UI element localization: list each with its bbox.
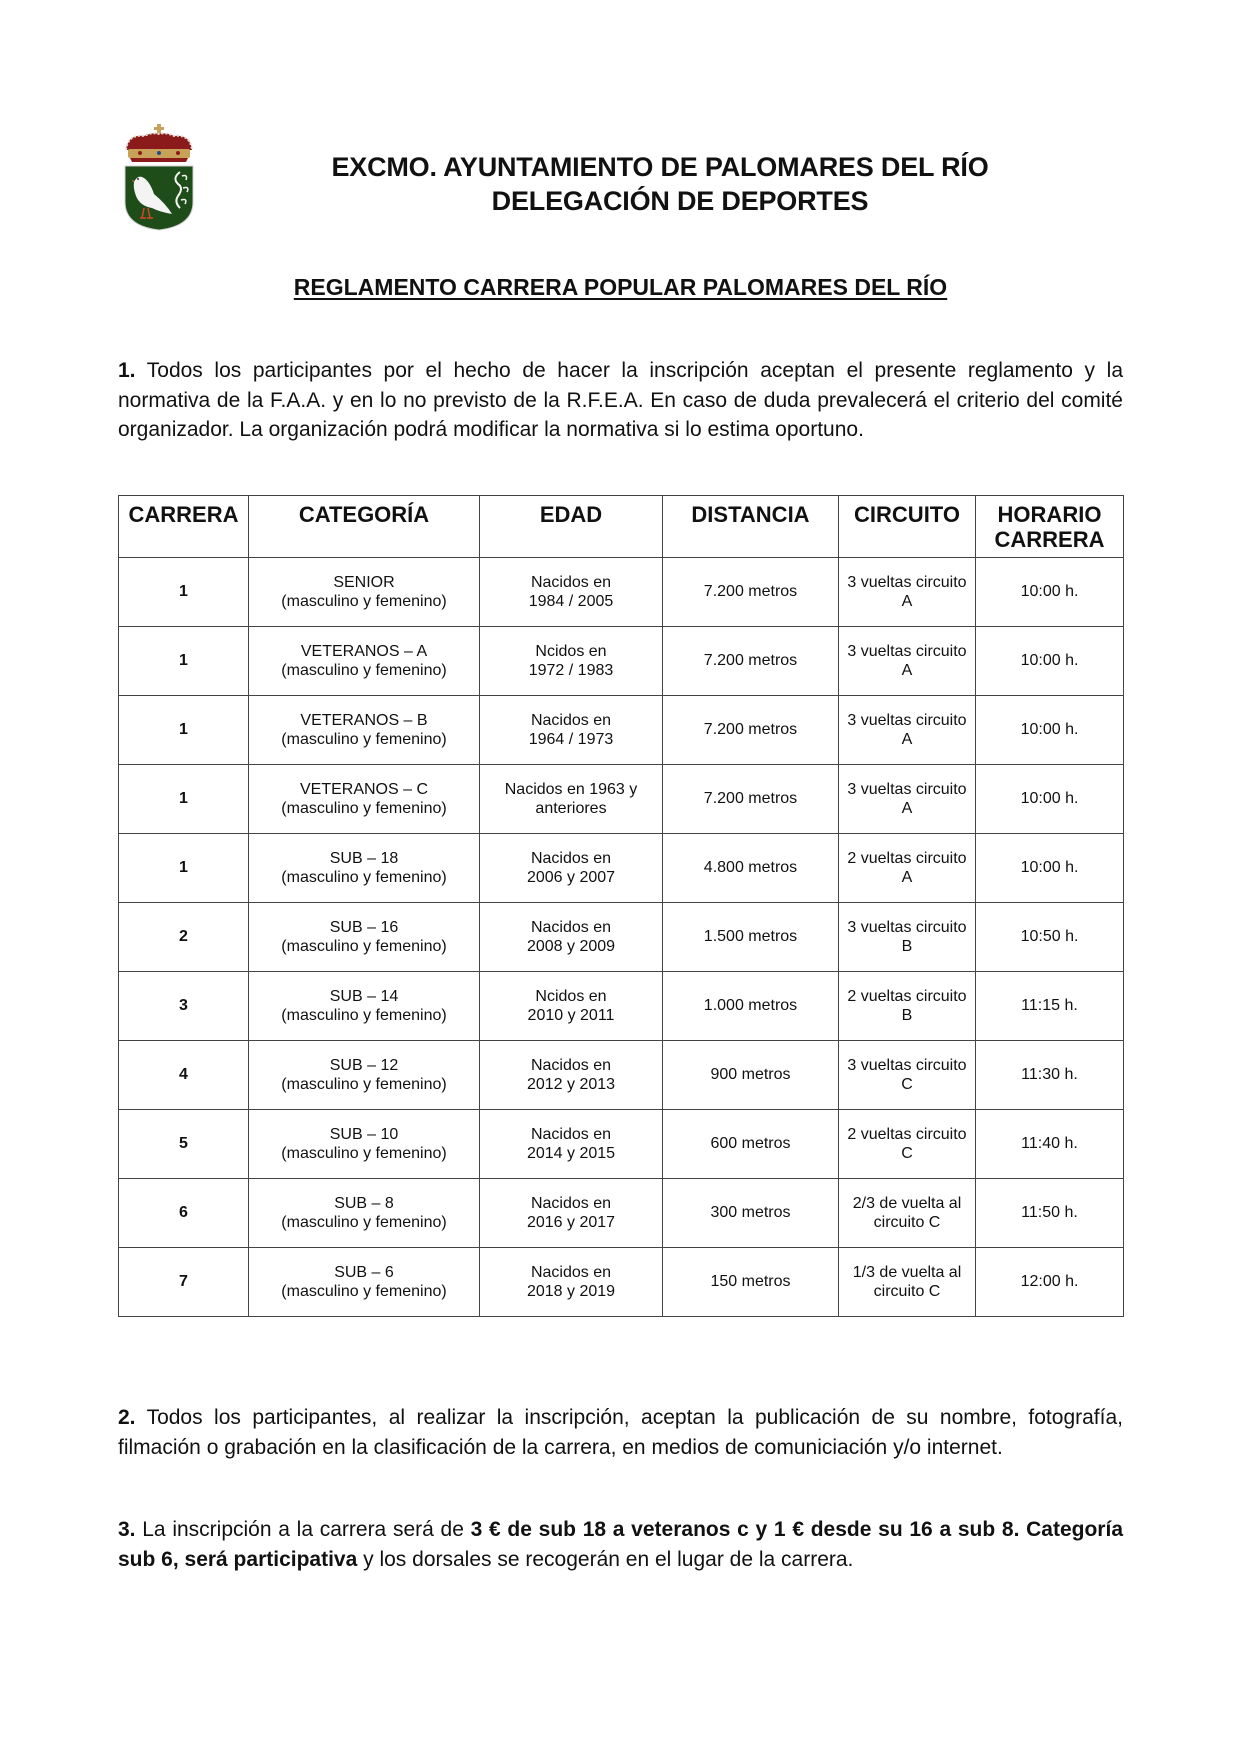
circuito-line-2: A	[901, 662, 913, 679]
table-row	[119, 1248, 1124, 1317]
carrera-cell: 3	[119, 972, 249, 1041]
circuito-line-1: 2 vueltas circuito	[847, 849, 967, 867]
table-row	[119, 903, 1124, 972]
category-gender: (masculino y femenino)	[281, 938, 447, 955]
rule-number: 3.	[118, 1518, 136, 1541]
carrera-cell: 6	[119, 1179, 249, 1248]
edad-cell	[480, 558, 663, 627]
circuito-line-2: B	[901, 1007, 913, 1024]
edad-cell	[480, 627, 663, 696]
edad-line-1: Nacidos en	[530, 1194, 612, 1212]
horario-cell: 10:00 h.	[976, 834, 1124, 903]
edad-line-1: Nacidos en	[530, 1056, 612, 1074]
rule-number: 1.	[118, 359, 136, 382]
edad-line-2: 2014 y 2015	[526, 1145, 616, 1162]
circuito-line-2: B	[901, 938, 913, 955]
distancia-cell: 1.000 metros	[663, 972, 839, 1041]
edad-cell	[480, 1179, 663, 1248]
distancia-cell: 900 metros	[663, 1041, 839, 1110]
column-header-carrera: CARRERA	[119, 496, 249, 558]
rule-text: y los dorsales se recogerán en el lugar de la carrera.	[363, 1547, 854, 1571]
circuito-line-2: C	[901, 1076, 913, 1093]
edad-line-1: Nacidos en	[530, 849, 612, 867]
circuito-cell	[839, 972, 976, 1041]
rule-paragraph-1	[118, 356, 1123, 445]
edad-line-1: Ncidos en	[535, 987, 607, 1005]
circuito-cell	[839, 1179, 976, 1248]
circuito-line-1: 3 vueltas circuito	[847, 711, 967, 729]
column-header-horario: HORARIO CARRERA	[976, 496, 1124, 558]
categoria-cell	[249, 765, 480, 834]
carrera-cell: 2	[119, 903, 249, 972]
column-header-distancia: DISTANCIA	[663, 496, 839, 558]
edad-cell	[480, 972, 663, 1041]
header	[200, 150, 1160, 218]
circuito-line-2: A	[901, 800, 913, 817]
table-row	[119, 1041, 1124, 1110]
horario-cell: 12:00 h.	[976, 1248, 1124, 1317]
table-row	[119, 834, 1124, 903]
circuito-cell	[839, 1248, 976, 1317]
category-gender: (masculino y femenino)	[281, 662, 447, 679]
circuito-line-1: 2 vueltas circuito	[847, 987, 967, 1005]
rule-paragraph-2	[118, 1403, 1123, 1462]
document-title: REGLAMENTO CARRERA POPULAR PALOMARES DEL RÍO	[293, 274, 948, 300]
category-gender: (masculino y femenino)	[281, 1145, 447, 1162]
circuito-line-1: 2 vueltas circuito	[847, 1125, 967, 1143]
rule-text: La inscripción a la carrera será de	[142, 1518, 464, 1541]
categoria-cell	[249, 834, 480, 903]
distancia-cell: 1.500 metros	[663, 903, 839, 972]
distancia-cell: 7.200 metros	[663, 696, 839, 765]
edad-cell	[480, 1110, 663, 1179]
circuito-cell	[839, 627, 976, 696]
categoria-cell	[249, 696, 480, 765]
rule-text: Todos los participantes, al realizar la inscripción, aceptan la publicación de su nombre, fotografía, filmación o grabación en la clasificación de la carrera, en medios de comuniciación y/o internet.	[118, 1406, 1123, 1459]
horario-cell: 10:50 h.	[976, 903, 1124, 972]
edad-cell	[480, 696, 663, 765]
category-gender: (masculino y femenino)	[281, 1076, 447, 1093]
table-row	[119, 1179, 1124, 1248]
circuito-line-2: circuito C	[873, 1283, 941, 1300]
horario-cell: 11:15 h.	[976, 972, 1124, 1041]
category-gender: (masculino y femenino)	[281, 1283, 447, 1300]
carrera-cell: 1	[119, 765, 249, 834]
carrera-cell: 1	[119, 627, 249, 696]
horario-cell: 11:40 h.	[976, 1110, 1124, 1179]
categoria-cell	[249, 1041, 480, 1110]
horario-cell: 11:50 h.	[976, 1179, 1124, 1248]
category-name: SUB – 10	[329, 1125, 399, 1143]
category-gender: (masculino y femenino)	[281, 869, 447, 886]
edad-line-2: 2008 y 2009	[526, 938, 616, 955]
distancia-cell: 4.800 metros	[663, 834, 839, 903]
edad-line-2: 1972 / 1983	[528, 662, 614, 679]
edad-line-1: Nacidos en	[530, 1263, 612, 1281]
circuito-line-2: A	[901, 593, 913, 610]
edad-line-1: Nacidos en	[530, 711, 612, 729]
circuito-cell	[839, 903, 976, 972]
edad-line-2: anteriores	[535, 800, 607, 817]
table-header-row	[119, 496, 1124, 558]
edad-cell	[480, 903, 663, 972]
category-name: SUB – 8	[334, 1194, 394, 1212]
circuito-line-2: A	[901, 869, 913, 886]
table-row	[119, 972, 1124, 1041]
table-row	[119, 558, 1124, 627]
column-header-circuito: CIRCUITO	[839, 496, 976, 558]
table-row	[119, 627, 1124, 696]
carrera-cell: 1	[119, 558, 249, 627]
department-title: DELEGACIÓN DE DEPORTES	[491, 186, 869, 216]
column-header-categoria: CATEGORÍA	[249, 496, 480, 558]
category-gender: (masculino y femenino)	[281, 593, 447, 610]
horario-cell: 10:00 h.	[976, 558, 1124, 627]
circuito-cell	[839, 765, 976, 834]
table-row	[119, 765, 1124, 834]
circuito-cell	[839, 1110, 976, 1179]
categoria-cell	[249, 558, 480, 627]
edad-line-1: Nacidos en	[530, 918, 612, 936]
circuito-line-1: 3 vueltas circuito	[847, 1056, 967, 1074]
distancia-cell: 300 metros	[663, 1179, 839, 1248]
edad-line-1: Nacidos en	[530, 1125, 612, 1143]
category-name: VETERANOS – C	[299, 780, 429, 798]
edad-line-2: 1984 / 2005	[528, 593, 614, 610]
fee-highlight: 3 € de sub 18 a veteranos c y 1 € desde su 16 a sub 8. Categoría sub 6, será participativa	[118, 1518, 1123, 1571]
categoria-cell	[249, 627, 480, 696]
circuito-cell	[839, 1041, 976, 1110]
category-name: SUB – 18	[329, 849, 399, 867]
race-schedule-table	[118, 495, 1124, 1317]
category-name: SUB – 14	[329, 987, 399, 1005]
circuito-line-1: 3 vueltas circuito	[847, 642, 967, 660]
edad-line-2: 2010 y 2011	[527, 1007, 615, 1024]
carrera-cell: 1	[119, 696, 249, 765]
category-name: SUB – 6	[334, 1263, 394, 1281]
category-name: SENIOR	[333, 573, 395, 591]
category-gender: (masculino y femenino)	[281, 1007, 447, 1024]
edad-line-1: Ncidos en	[535, 642, 607, 660]
carrera-cell: 1	[119, 834, 249, 903]
category-name: VETERANOS – A	[300, 642, 428, 660]
carrera-cell: 5	[119, 1110, 249, 1179]
edad-line-2: 2012 y 2013	[526, 1076, 616, 1093]
categoria-cell	[249, 1110, 480, 1179]
edad-line-2: 1964 / 1973	[528, 731, 614, 748]
edad-cell	[480, 834, 663, 903]
category-name: SUB – 12	[329, 1056, 399, 1074]
edad-line-2: 2016 y 2017	[526, 1214, 616, 1231]
category-gender: (masculino y femenino)	[281, 731, 447, 748]
circuito-line-2: circuito C	[873, 1214, 941, 1231]
categoria-cell	[249, 972, 480, 1041]
categoria-cell	[249, 1248, 480, 1317]
edad-line-2: 2018 y 2019	[526, 1283, 616, 1300]
circuito-line-1: 3 vueltas circuito	[847, 573, 967, 591]
rule-text: Todos los participantes por el hecho de hacer la inscripción aceptan el presente reglamento y la normativa de la F.A.A. y en lo no previsto de la R.F.E.A. En caso de duda prevalecerá el criterio del comité organizador. La organización podrá modificar la normativa si lo estima oportuno.	[118, 359, 1123, 441]
categoria-cell	[249, 1179, 480, 1248]
edad-line-1: Nacidos en 1963 y	[504, 780, 638, 798]
circuito-line-1: 2/3 de vuelta al	[852, 1194, 962, 1212]
circuito-line-1: 3 vueltas circuito	[847, 780, 967, 798]
distancia-cell: 7.200 metros	[663, 558, 839, 627]
distancia-cell: 150 metros	[663, 1248, 839, 1317]
column-header-edad: EDAD	[480, 496, 663, 558]
categoria-cell	[249, 903, 480, 972]
table-row	[119, 1110, 1124, 1179]
distancia-cell: 7.200 metros	[663, 765, 839, 834]
rule-paragraph-3	[118, 1515, 1123, 1574]
edad-cell	[480, 765, 663, 834]
edad-line-2: 2006 y 2007	[526, 869, 616, 886]
circuito-cell	[839, 834, 976, 903]
circuito-line-1: 3 vueltas circuito	[847, 918, 967, 936]
carrera-cell: 7	[119, 1248, 249, 1317]
circuito-cell	[839, 558, 976, 627]
category-name: SUB – 16	[329, 918, 399, 936]
distancia-cell: 7.200 metros	[663, 627, 839, 696]
rule-number: 2.	[118, 1406, 136, 1429]
distancia-cell: 600 metros	[663, 1110, 839, 1179]
circuito-line-2: C	[901, 1145, 913, 1162]
horario-cell: 10:00 h.	[976, 627, 1124, 696]
circuito-cell	[839, 696, 976, 765]
edad-cell	[480, 1248, 663, 1317]
carrera-cell: 4	[119, 1041, 249, 1110]
category-gender: (masculino y femenino)	[281, 800, 447, 817]
category-name: VETERANOS – B	[300, 711, 428, 729]
category-gender: (masculino y femenino)	[281, 1214, 447, 1231]
edad-cell	[480, 1041, 663, 1110]
municipality-title: EXCMO. AYUNTAMIENTO DE PALOMARES DEL RÍO	[331, 152, 989, 182]
horario-cell: 10:00 h.	[976, 696, 1124, 765]
horario-cell: 10:00 h.	[976, 765, 1124, 834]
circuito-line-1: 1/3 de vuelta al	[852, 1263, 962, 1281]
edad-line-1: Nacidos en	[530, 573, 612, 591]
table-row	[119, 696, 1124, 765]
circuito-line-2: A	[901, 731, 913, 748]
horario-cell: 11:30 h.	[976, 1041, 1124, 1110]
